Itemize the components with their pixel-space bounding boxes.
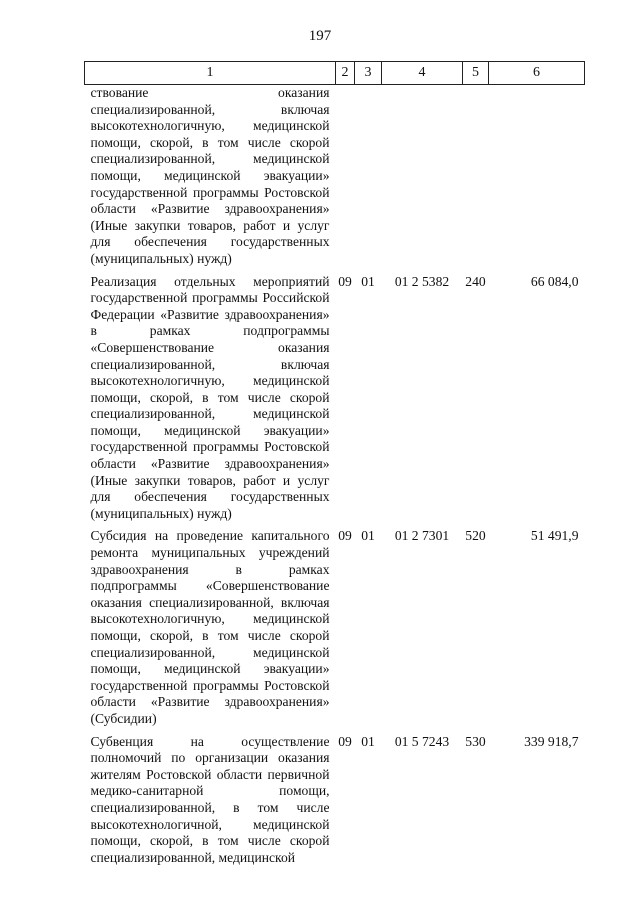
column-header: 3 bbox=[355, 62, 382, 85]
row-subsection-code: 01 bbox=[361, 273, 375, 289]
column-header: 4 bbox=[382, 62, 463, 85]
row-target-article: 01 2 5382 bbox=[394, 273, 450, 289]
row-amount: 339 918,7 bbox=[524, 733, 579, 749]
row-description: Субсидия на проведение капитального ремонта муниципальных учреждений здравоохранения в рамках подпрограммы «Совершенствование оказания специализированной, включая высокотехнологичную, медицинской помощи, скорой, в том числе скорой специализированной, медицинской помощи, медицинской эвакуации» государственной программы Ростовской области «Развитие здравоохранения» (Субсидии) bbox=[90, 528, 330, 726]
row-expense-type: 530 bbox=[465, 733, 486, 749]
header-row bbox=[85, 62, 585, 85]
row-target-article: 01 5 7243 bbox=[394, 733, 450, 749]
row-amount: 51 491,9 bbox=[530, 528, 579, 544]
row-amount: 66 084,0 bbox=[530, 273, 579, 289]
row-description: ствование оказания специализированной, включая высокотехнологичную, медицинской помощи, скорой, в том числе скорой специализированной, медицинской помощи, медицинской эвакуации» государственной программы Ростовской области «Развитие здравоохранения» (Иные закупки товаров, работ и услуг для обеспечения государственных (муниципальных) нужд) bbox=[90, 85, 330, 266]
table-row bbox=[85, 85, 585, 274]
column-header: 5 bbox=[463, 62, 489, 85]
row-subsection-code: 01 bbox=[361, 528, 375, 544]
column-header: 1 bbox=[85, 62, 336, 85]
row-section-code bbox=[336, 85, 355, 274]
row-section-code: 09 bbox=[338, 528, 352, 544]
budget-table bbox=[84, 61, 585, 872]
row-subsection-code bbox=[355, 85, 382, 274]
row-amount bbox=[489, 85, 585, 274]
row-target-article: 01 2 7301 bbox=[394, 528, 450, 544]
row-expense-type: 240 bbox=[465, 273, 486, 289]
row-expense-type: 520 bbox=[465, 528, 486, 544]
column-header: 2 bbox=[336, 62, 355, 85]
row-subsection-code: 01 bbox=[361, 733, 375, 749]
column-header: 6 bbox=[489, 62, 585, 85]
table-row bbox=[85, 274, 585, 529]
table-row bbox=[85, 528, 585, 733]
table-header bbox=[85, 62, 585, 85]
row-section-code: 09 bbox=[338, 273, 352, 289]
row-description: Реализация отдельных мероприятий государственной программы Российской Федерации «Развитие здравоохранения» в рамках подпрограммы «Совершенствование оказания специализированной, включая высокотехнологичную, медицинской помощи, скорой, в том числе скорой специализированной, медицинской помощи, медицинской эвакуации» государственной программы Ростовской области «Развитие здравоохранения» (Иные закупки товаров, работ и услуг для обеспечения государственных (муниципальных) нужд) bbox=[90, 273, 330, 521]
table-row bbox=[85, 734, 585, 873]
page-number: 197 bbox=[308, 28, 332, 44]
row-target-article bbox=[382, 85, 463, 274]
row-section-code: 09 bbox=[338, 733, 352, 749]
row-description: Субвенция на осуществление полномочий по организации оказания жителям Ростовской области первичной медико-санитарной помощи, специализированной, в том числе высокотехнологичной, медицинской помощи, скорой, в том числе скорой специализированной, медицинской bbox=[90, 733, 330, 865]
row-expense-type bbox=[463, 85, 489, 274]
